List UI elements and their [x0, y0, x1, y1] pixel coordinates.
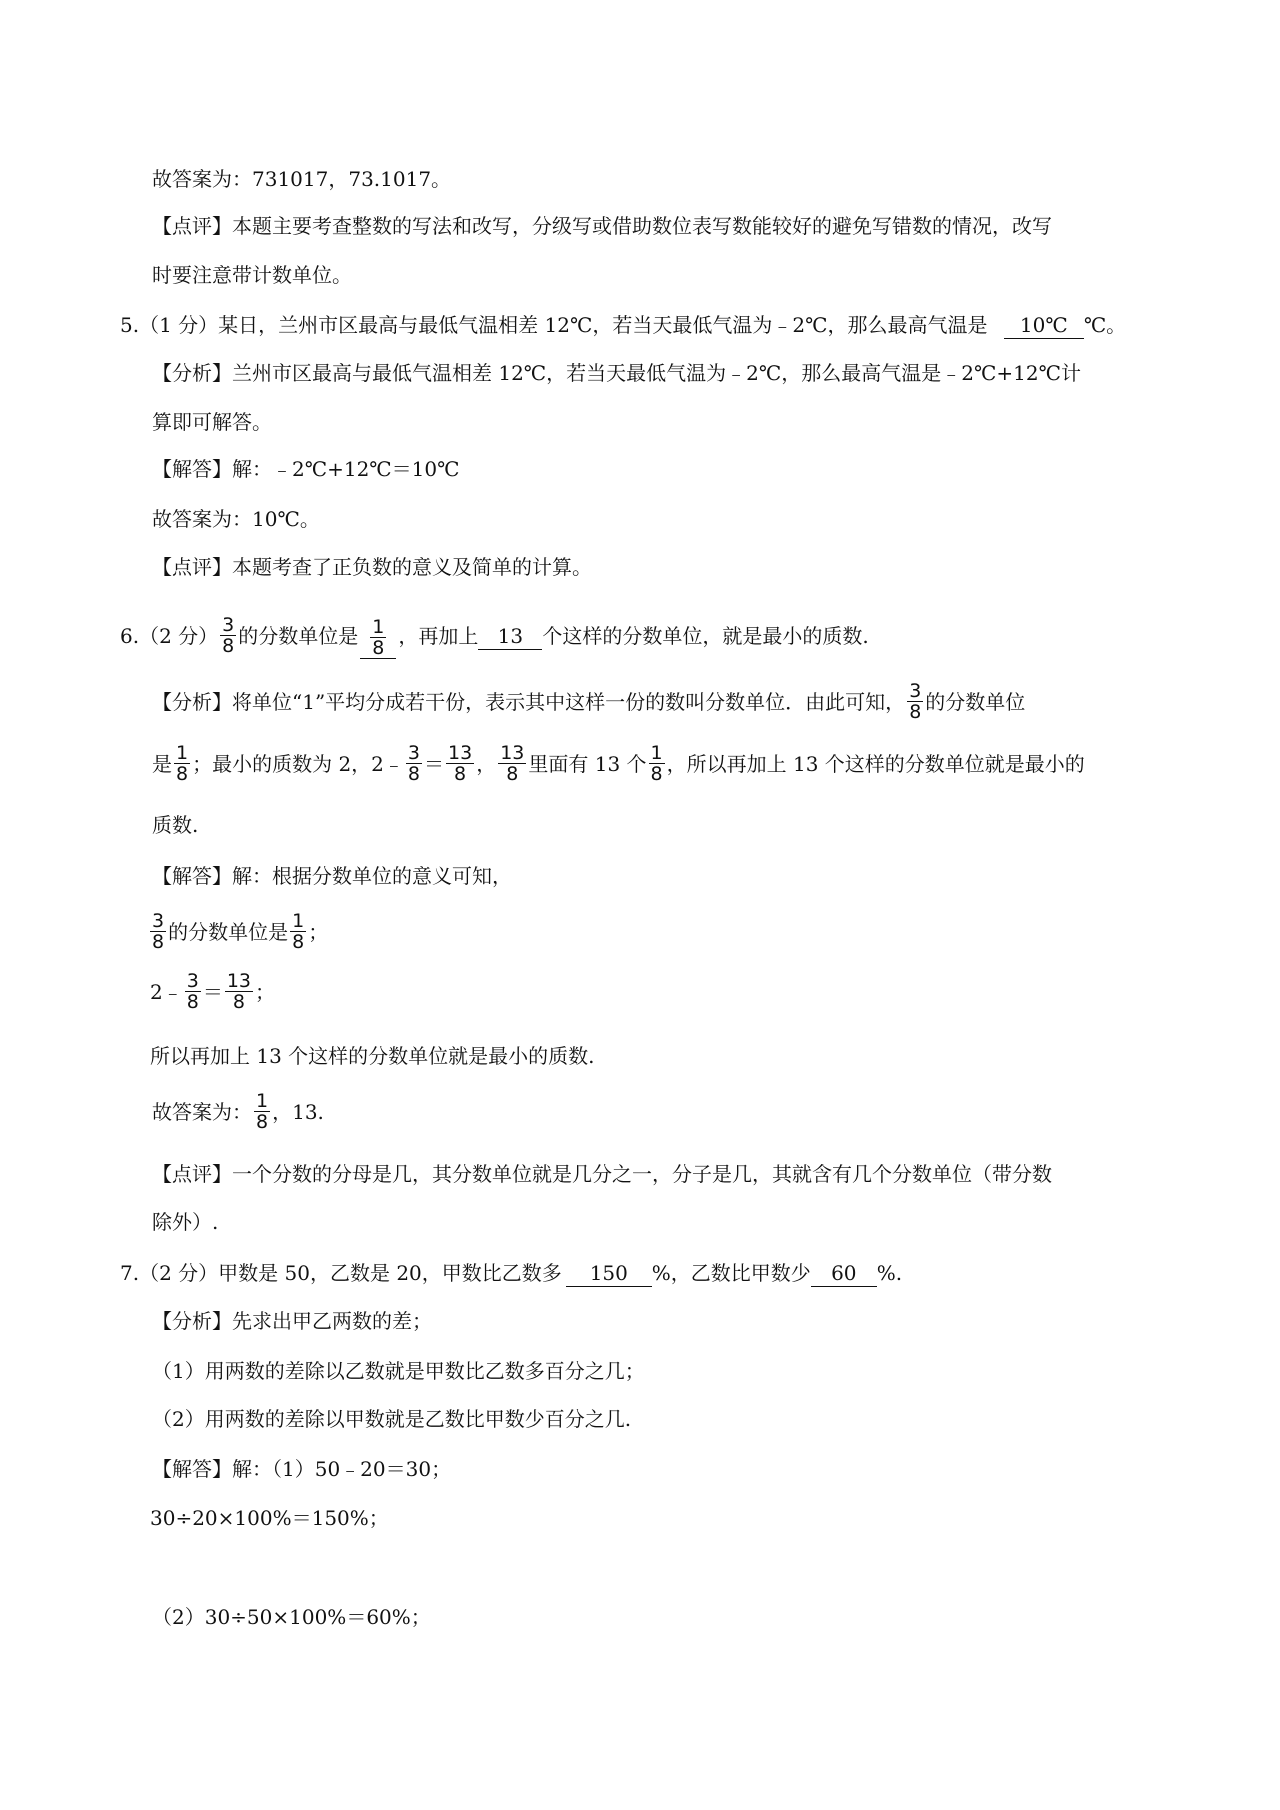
q6-answer-blank-2: 13 [478, 623, 542, 650]
analysis-line-q7: 【分析】先求出甲乙两数的差； [152, 1309, 432, 1333]
comment-line-q4-cont: 时要注意带计数单位。 [152, 263, 352, 287]
q5-text: 5.（1 分）某日，兰州市区最高与最低气温相差 12℃，若当天最低气温为﹣2℃，那么最高气温是 [120, 313, 988, 337]
analysis-text: ＝ [424, 752, 444, 776]
fraction-13-8: $\frac{13}{8}$ [500, 742, 525, 785]
q7-text: 7.（2 分）甲数是 50，乙数是 20，甲数比乙数多 [120, 1261, 562, 1285]
q6-text-1: 的分数单位是 [238, 624, 359, 648]
fraction-1-8: $\frac{1}{8}$ [372, 616, 385, 659]
analysis-text: 的分数单位 [925, 690, 1026, 714]
fraction-3-8: $\frac{3}{8}$ [407, 742, 420, 785]
fraction-1-8: $\frac{1}{8}$ [176, 742, 189, 785]
analysis-line-q6-3: 质数. [152, 813, 199, 837]
solution-text: ； [308, 920, 329, 944]
solution-line-q6-2 [150, 912, 328, 952]
q6-text-3: 个这样的分数单位，就是最小的质数. [542, 624, 869, 648]
comment-line-q4: 【点评】本题主要考查整数的写法和改写，分级写或借助数位表写数能较好的避免写错数的情况，改写 [152, 214, 1052, 238]
fraction-1-8: $\frac{1}{8}$ [650, 742, 663, 785]
q5-answer-blank: 10℃ [1004, 312, 1084, 339]
fraction-3-8: $\frac{3}{8}$ [152, 910, 165, 953]
solution-line-q6-4: 所以再加上 13 个这样的分数单位就是最小的质数. [150, 1044, 595, 1068]
question-6 [120, 614, 869, 659]
q6-number: 6.（2 分） [120, 624, 219, 648]
q7-answer-blank-2: 60 [811, 1260, 877, 1287]
answer-line-q5: 故答案为：10℃。 [152, 507, 320, 531]
answer-text: 故答案为： [152, 1100, 252, 1124]
answer-text: ，13. [272, 1100, 324, 1124]
solution-line-q5: 【解答】解：﹣2℃+12℃＝10℃ [152, 457, 460, 481]
answer-line-q4: 故答案为：731017，73.1017。 [152, 167, 452, 191]
fraction-13-8: $\frac{13}{8}$ [448, 742, 473, 785]
analysis-line-q6-2 [152, 744, 1085, 784]
comment-line-q5: 【点评】本题考查了正负数的意义及简单的计算。 [152, 555, 592, 579]
fraction-1-8: $\frac{1}{8}$ [256, 1090, 269, 1133]
answer-line-q6 [152, 1092, 324, 1132]
question-7 [120, 1259, 902, 1287]
analysis-text: 里面有 13 个 [528, 752, 647, 776]
question-5 [120, 311, 1126, 339]
q7-answer-blank-1: 150 [566, 1260, 652, 1287]
fraction-13-8: $\frac{13}{8}$ [226, 970, 252, 1013]
fraction-3-8: $\frac{3}{8}$ [186, 970, 199, 1013]
q5-unit: ℃。 [1083, 313, 1127, 337]
solution-line-q6-3 [150, 972, 275, 1012]
fraction-3-8: $\frac{3}{8}$ [909, 680, 922, 723]
analysis-text: ， [476, 752, 497, 776]
comment-line-q6: 【点评】一个分数的分母是几，其分数单位就是几分之一，分子是几，其就含有几个分数单位（带分数 [152, 1162, 1052, 1186]
fraction-3-8: $\frac{3}{8}$ [222, 614, 235, 657]
comment-line-q6-cont: 除外）. [152, 1210, 219, 1234]
solution-text: 的分数单位是 [168, 920, 289, 944]
q7-text-mid: %，乙数比甲数少 [651, 1261, 811, 1285]
solution-text: ； [255, 980, 276, 1004]
fraction-1-8: $\frac{1}{8}$ [292, 910, 305, 953]
solution-text: 2﹣ [150, 980, 183, 1004]
q7-text-end: %. [876, 1261, 903, 1285]
q6-text-2: ，再加上 [398, 624, 479, 648]
analysis-text: ，所以再加上 13 个这样的分数单位就是最小的 [666, 752, 1085, 776]
analysis-line-q7-1: （1）用两数的差除以乙数就是甲数比乙数多百分之几； [152, 1359, 645, 1383]
analysis-text: 是 [152, 752, 172, 776]
analysis-text: 【分析】将单位“1”平均分成若干份，表示其中这样一份的数叫分数单位．由此可知， [152, 690, 906, 714]
analysis-line-q7-2: （2）用两数的差除以甲数就是乙数比甲数少百分之几. [152, 1407, 632, 1431]
solution-line-q7-2: 30÷20×100%＝150%； [150, 1506, 389, 1530]
q6-answer-blank-1 [360, 616, 396, 659]
analysis-line-q5: 【分析】兰州市区最高与最低气温相差 12℃，若当天最低气温为﹣2℃，那么最高气温是﹣2℃+12℃计 [152, 361, 1081, 385]
solution-text: ＝ [202, 980, 223, 1004]
analysis-text: ；最小的质数为 2，2﹣ [192, 752, 404, 776]
analysis-line-q5-cont: 算即可解答。 [152, 410, 272, 434]
solution-line-q7-3: （2）30÷50×100%＝60%； [152, 1605, 431, 1629]
analysis-line-q6 [152, 682, 1025, 722]
solution-line-q7: 【解答】解：（1）50﹣20＝30； [152, 1457, 452, 1481]
solution-line-q6: 【解答】解：根据分数单位的意义可知， [152, 864, 512, 888]
